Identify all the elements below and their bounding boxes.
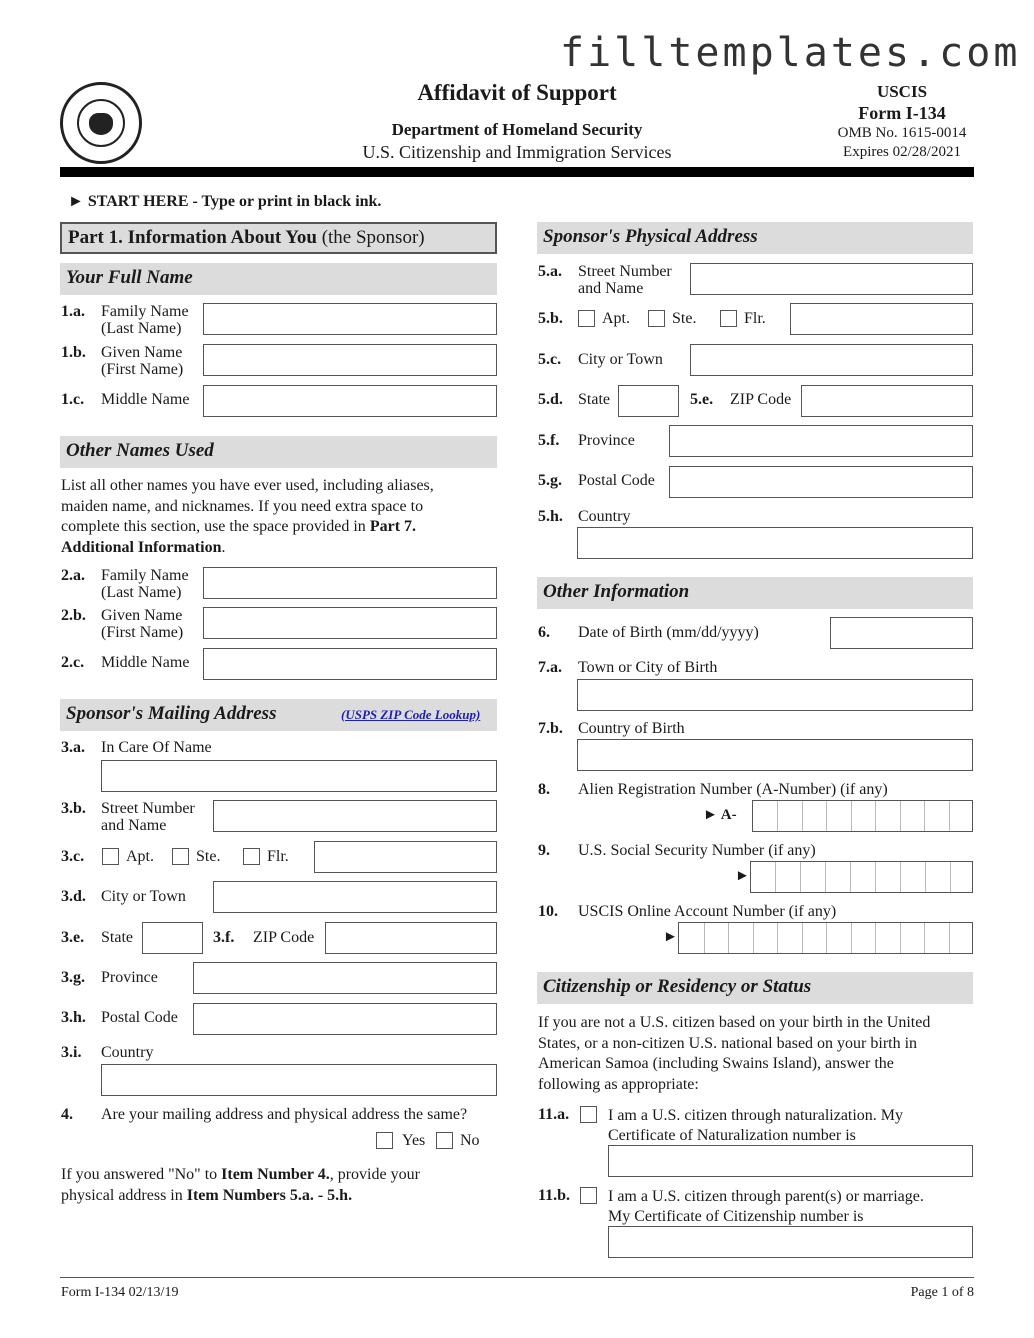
- physical-province-label: Province: [578, 432, 635, 449]
- item-number: 3.h.: [61, 1009, 86, 1026]
- item-number: 1.c.: [61, 391, 85, 408]
- in-care-of-label: In Care Of Name: [101, 739, 212, 756]
- a-number-prefix: ► A-: [703, 807, 737, 823]
- country-of-birth-label: Country of Birth: [578, 720, 685, 737]
- note-text: , provide your: [329, 1166, 420, 1183]
- label-line: Given Name: [101, 607, 183, 624]
- item-number: 11.a.: [538, 1106, 570, 1123]
- item-number: 3.f.: [213, 929, 235, 946]
- instruction-line: List all other names you have ever used, including aliases,: [61, 477, 434, 494]
- physical-address-heading: Sponsor's Physical Address: [537, 222, 973, 254]
- physical-zip-label: ZIP Code: [730, 391, 792, 408]
- other-middle-name-field[interactable]: [203, 648, 497, 680]
- mailing-zip-label: ZIP Code: [253, 929, 315, 946]
- note-text: physical address in: [61, 1186, 187, 1204]
- naturalization-number-field[interactable]: [608, 1145, 973, 1177]
- item-number: 1.b.: [61, 344, 86, 361]
- item-number: 8.: [538, 781, 550, 798]
- family-name-label: [101, 303, 189, 337]
- digit-separator: [900, 801, 901, 831]
- citizenship-instructions: [538, 1013, 974, 1095]
- item-number: 10.: [538, 903, 558, 920]
- a-number-field[interactable]: [752, 800, 973, 832]
- digit-separator: [800, 862, 801, 892]
- item-number: 9.: [538, 842, 550, 859]
- item-number: 5.h.: [538, 508, 563, 525]
- item-number: 11.b.: [538, 1187, 571, 1204]
- given-name-label: [101, 344, 183, 378]
- city-of-birth-label: Town or City of Birth: [578, 659, 718, 676]
- physical-zip-field[interactable]: [801, 385, 973, 417]
- mailing-state-label: State: [101, 929, 133, 946]
- header-divider: [60, 167, 974, 177]
- item-number: 3.b.: [61, 800, 86, 817]
- digit-separator: [900, 862, 901, 892]
- mailing-province-field[interactable]: [193, 962, 497, 994]
- other-names-heading: Other Names Used: [60, 436, 497, 468]
- physical-address-note: [61, 1165, 497, 1206]
- item-number: 3.c.: [61, 848, 85, 865]
- mailing-apt-checkbox[interactable]: [102, 848, 119, 865]
- instruction-line: following as appropriate:: [538, 1075, 699, 1093]
- in-care-of-field[interactable]: [101, 760, 497, 792]
- digit-separator: [924, 801, 925, 831]
- online-account-field[interactable]: [678, 922, 973, 954]
- expiration-date: Expires 02/28/2021: [843, 144, 961, 160]
- ste-label: Ste.: [196, 848, 221, 865]
- a-number-label: Alien Registration Number (A-Number) (if any): [578, 781, 888, 798]
- label-line: Family Name: [101, 567, 189, 584]
- other-given-name-label: [101, 607, 183, 641]
- digit-separator: [826, 801, 827, 831]
- same-address-no-checkbox[interactable]: [436, 1132, 453, 1149]
- mailing-city-field[interactable]: [213, 881, 497, 913]
- mailing-city-label: City or Town: [101, 888, 186, 905]
- physical-apt-checkbox[interactable]: [578, 310, 595, 327]
- usps-zip-lookup-link[interactable]: (USPS ZIP Code Lookup): [341, 707, 481, 722]
- form-number: Form I-134: [858, 103, 946, 123]
- physical-postal-code-label: Postal Code: [578, 472, 655, 489]
- item-number: 2.b.: [61, 607, 86, 624]
- item-number: 7.a.: [538, 659, 562, 676]
- label-line: (Last Name): [101, 320, 182, 337]
- footer-form-version: Form I-134 02/13/19: [61, 1285, 179, 1300]
- item-number: 5.e.: [690, 391, 714, 408]
- item-number: 4.: [61, 1106, 73, 1123]
- other-middle-name-label: Middle Name: [101, 654, 190, 671]
- citizenship-parent-checkbox[interactable]: [580, 1187, 597, 1204]
- dhs-seal-logo: [60, 82, 142, 164]
- arrow-right-icon: ►: [663, 929, 678, 945]
- digit-separator: [949, 923, 950, 953]
- mailing-province-label: Province: [101, 969, 158, 986]
- mailing-address-title: Sponsor's Mailing Address: [66, 703, 277, 724]
- label-line: Street Number: [578, 263, 672, 280]
- mailing-zip-field[interactable]: [325, 922, 497, 954]
- form-title: Affidavit of Support: [417, 80, 617, 105]
- label-line: and Name: [578, 280, 644, 297]
- label-line: My Certificate of Citizenship number is: [608, 1208, 864, 1225]
- apt-label: Apt.: [602, 310, 630, 327]
- digit-separator: [802, 923, 803, 953]
- digit-separator: [826, 923, 827, 953]
- item-number: 3.a.: [61, 739, 85, 756]
- physical-unit-number-field[interactable]: [790, 303, 973, 335]
- middle-name-field[interactable]: [203, 385, 497, 417]
- instruction-line: [61, 517, 497, 538]
- no-label: No: [460, 1132, 480, 1149]
- arrow-right-icon: ►: [735, 868, 750, 884]
- physical-street-field[interactable]: [690, 263, 973, 295]
- item-number: 7.b.: [538, 720, 563, 737]
- item-number: 5.b.: [538, 310, 563, 327]
- omb-number: OMB No. 1615-0014: [837, 125, 967, 141]
- mailing-country-field[interactable]: [101, 1064, 497, 1096]
- digit-separator: [777, 923, 778, 953]
- note-line: [61, 1186, 497, 1207]
- service-name: U.S. Citizenship and Immigration Services: [362, 142, 672, 162]
- item-number: 6.: [538, 624, 550, 641]
- digit-separator: [949, 801, 950, 831]
- label-line: Certificate of Naturalization number is: [608, 1127, 856, 1144]
- label-line: and Name: [101, 817, 167, 834]
- full-name-heading: Your Full Name: [60, 263, 497, 295]
- agency-label: USCIS: [876, 82, 928, 101]
- label-line: Given Name: [101, 344, 183, 361]
- digit-separator: [802, 801, 803, 831]
- city-of-birth-field[interactable]: [577, 679, 973, 711]
- part1-heading: [60, 222, 497, 254]
- instruction-line: maiden name, and nicknames. If you need extra space to: [61, 497, 424, 515]
- department-name: Department of Homeland Security: [391, 120, 643, 139]
- citizenship-certificate-number-field[interactable]: [608, 1226, 973, 1258]
- digit-separator: [851, 801, 852, 831]
- physical-country-field[interactable]: [577, 527, 973, 559]
- item-number: 5.f.: [538, 432, 560, 449]
- instruction-line: States, or a non-citizen U.S. national based on your birth in: [538, 1034, 918, 1052]
- other-family-name-label: [101, 567, 189, 601]
- digit-separator: [925, 862, 926, 892]
- mailing-postal-code-field[interactable]: [193, 1003, 497, 1035]
- country-of-birth-field[interactable]: [577, 739, 973, 771]
- digit-separator: [753, 923, 754, 953]
- naturalization-checkbox[interactable]: [580, 1106, 597, 1123]
- physical-street-label: [578, 263, 672, 297]
- flr-label: Flr.: [267, 848, 289, 865]
- item-number: 3.e.: [61, 929, 85, 946]
- instruction-line: American Samoa (including Swains Island), answer the: [538, 1055, 894, 1072]
- label-line: (First Name): [101, 361, 184, 378]
- part1-title: Part 1. Information About You: [68, 227, 317, 248]
- instruction-text: .: [221, 538, 226, 556]
- digit-separator: [950, 862, 951, 892]
- ssn-label: U.S. Social Security Number (if any): [578, 842, 816, 859]
- digit-separator: [924, 923, 925, 953]
- part7-reference: Additional Information: [61, 538, 222, 556]
- other-family-name-field[interactable]: [203, 567, 497, 599]
- mailing-flr-checkbox[interactable]: [243, 848, 260, 865]
- flr-label: Flr.: [744, 310, 766, 327]
- item-number: 3.i.: [61, 1044, 82, 1061]
- item-number: 5.d.: [538, 391, 563, 408]
- citizenship-parent-label: [608, 1187, 924, 1227]
- instruction-line: If you are not a U.S. citizen based on your birth in the United: [538, 1014, 931, 1031]
- mailing-ste-checkbox[interactable]: [172, 848, 189, 865]
- middle-name-label: Middle Name: [101, 391, 190, 408]
- digit-separator: [875, 801, 876, 831]
- digit-separator: [900, 923, 901, 953]
- label-line: I am a U.S. citizen through parent(s) or marriage.: [608, 1188, 924, 1205]
- same-address-yes-checkbox[interactable]: [376, 1132, 393, 1149]
- physical-city-field[interactable]: [690, 344, 973, 376]
- label-line: (First Name): [101, 624, 184, 641]
- naturalization-label: [608, 1106, 903, 1146]
- physical-ste-checkbox[interactable]: [648, 310, 665, 327]
- date-of-birth-field[interactable]: [830, 617, 973, 649]
- footer-page-number: Page 1 of 8: [910, 1285, 974, 1300]
- item-number: 3.d.: [61, 888, 86, 905]
- note-line: [61, 1165, 497, 1186]
- ste-label: Ste.: [672, 310, 697, 327]
- label-line: I am a U.S. citizen through naturalization. My: [608, 1107, 904, 1124]
- digit-separator: [875, 862, 876, 892]
- mailing-street-label: [101, 800, 195, 834]
- mailing-unit-number-field[interactable]: [314, 841, 497, 873]
- label-line: Family Name: [101, 303, 189, 320]
- digit-separator: [825, 862, 826, 892]
- eagle-icon: [89, 113, 113, 135]
- physical-state-field[interactable]: [618, 385, 679, 417]
- item-number: 1.a.: [61, 303, 85, 320]
- citizenship-heading: Citizenship or Residency or Status: [537, 972, 973, 1004]
- item-number: 2.a.: [61, 567, 85, 584]
- other-given-name-field[interactable]: [203, 607, 497, 639]
- physical-state-label: State: [578, 391, 610, 408]
- start-here-instruction: ► START HERE - Type or print in black ink.: [68, 193, 382, 210]
- part1-subtitle: (the Sponsor): [316, 227, 425, 248]
- family-name-field[interactable]: [203, 303, 497, 335]
- digit-separator: [777, 801, 778, 831]
- instruction-line: [61, 538, 497, 559]
- watermark-text: filltemplates.com: [560, 30, 1021, 76]
- digit-separator: [875, 923, 876, 953]
- footer-divider: [60, 1277, 974, 1278]
- note-text: If you answered "No" to: [61, 1166, 222, 1183]
- seal-inner-ring: [77, 99, 125, 147]
- digit-separator: [850, 862, 851, 892]
- digit-separator: [775, 862, 776, 892]
- item-reference: Item Numbers 5.a. - 5.h.: [186, 1186, 353, 1204]
- physical-flr-checkbox[interactable]: [720, 310, 737, 327]
- physical-postal-code-field[interactable]: [669, 466, 973, 498]
- item-number: 5.a.: [538, 263, 562, 280]
- date-of-birth-label: Date of Birth (mm/dd/yyyy): [578, 624, 759, 641]
- ssn-field[interactable]: [750, 861, 973, 893]
- physical-country-label: Country: [578, 508, 631, 525]
- item-number: 2.c.: [61, 654, 85, 671]
- item-number: 5.c.: [538, 351, 562, 368]
- physical-province-field[interactable]: [669, 425, 973, 457]
- yes-label: Yes: [402, 1132, 426, 1149]
- mailing-postal-code-label: Postal Code: [101, 1009, 178, 1026]
- digit-separator: [728, 923, 729, 953]
- online-account-label: USCIS Online Account Number (if any): [578, 903, 837, 920]
- label-line: (Last Name): [101, 584, 182, 601]
- item-reference: Item Number 4.: [221, 1166, 330, 1183]
- part7-reference: Part 7.: [369, 518, 417, 535]
- digit-separator: [704, 923, 705, 953]
- physical-city-label: City or Town: [578, 351, 663, 368]
- item-number: 3.g.: [61, 969, 85, 986]
- same-address-question: Are your mailing address and physical address the same?: [101, 1106, 468, 1123]
- digit-separator: [851, 923, 852, 953]
- mailing-state-field[interactable]: [142, 922, 203, 954]
- other-information-heading: Other Information: [537, 577, 973, 609]
- mailing-country-label: Country: [101, 1044, 154, 1061]
- label-line: Street Number: [101, 800, 195, 817]
- other-names-instructions: [61, 476, 497, 558]
- given-name-field[interactable]: [203, 344, 497, 376]
- instruction-text: complete this section, use the space provided in: [61, 518, 370, 535]
- mailing-street-field[interactable]: [213, 800, 497, 832]
- item-number: 5.g.: [538, 472, 562, 489]
- apt-label: Apt.: [126, 848, 154, 865]
